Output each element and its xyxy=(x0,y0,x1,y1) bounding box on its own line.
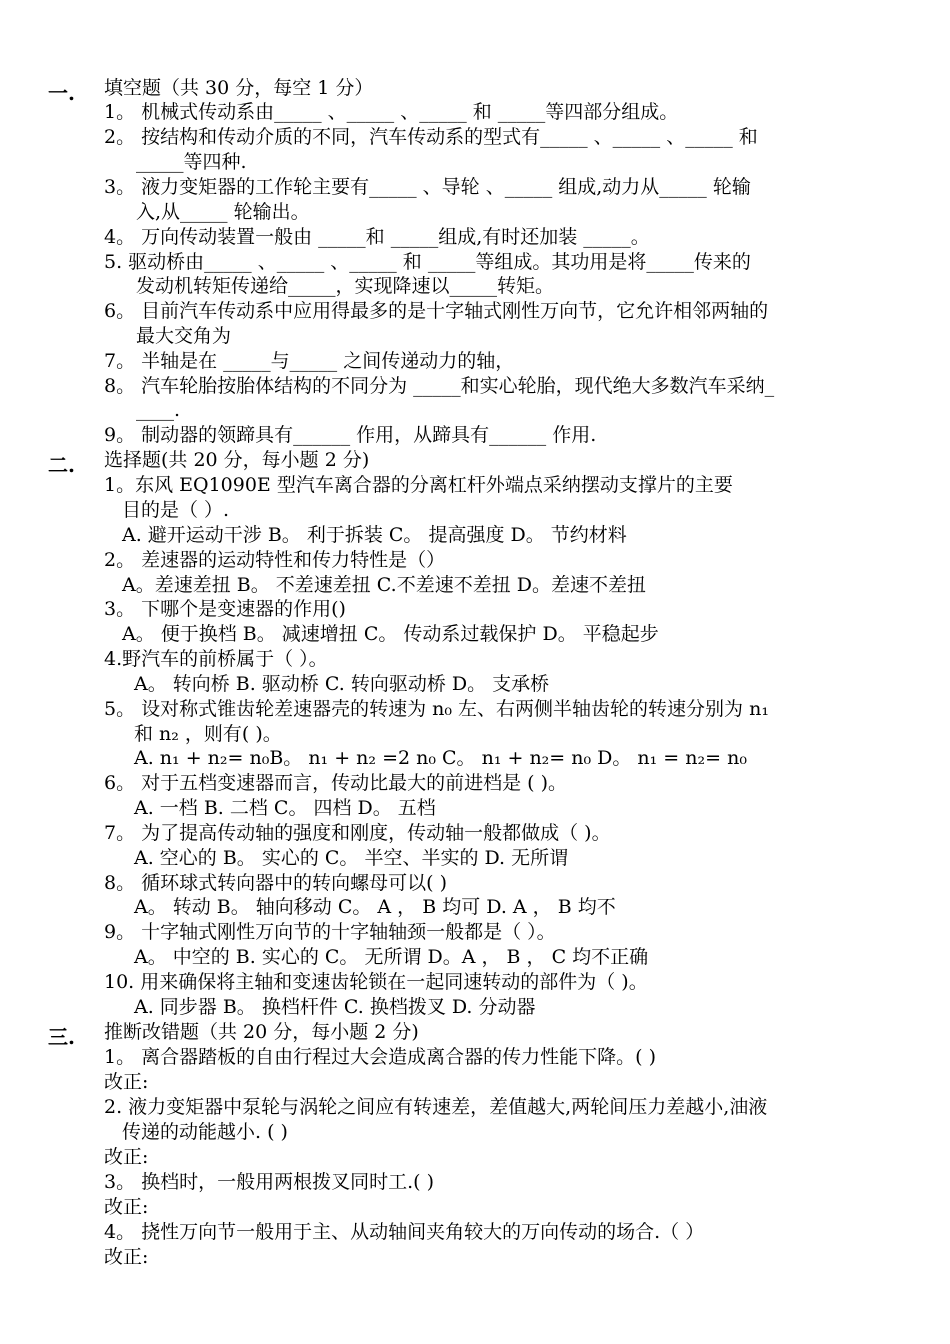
choice-q7-options: A. 空心的 B。 实心的 C。 半空、半实的 D. 无所谓 xyxy=(134,847,569,869)
choice-q5: 5。 设对称式锥齿轮差速器壳的转速为 n₀ 左、右两侧半轴齿轮的转速分别为 n₁ xyxy=(104,698,769,720)
choice-q4-options: A。 转向桥 B. 驱动桥 C. 转向驱动桥 D。 支承桥 xyxy=(134,673,550,695)
choice-q6-options: A. 一档 B. 二档 C。 四档 D。 五档 xyxy=(134,797,436,819)
fill-q6: 6。 目前汽车传动系中应用得最多的是十字轴式刚性万向节，它允许相邻两轴的 xyxy=(104,300,769,322)
choice-q10: 10. 用来确保将主轴和变速齿轮锁在一起同速转动的部件为（ )。 xyxy=(104,971,648,993)
fill-q3-cont: 入,从_____ 轮输出。 xyxy=(136,201,310,223)
choice-q9-options: A。 中空的 B. 实心的 C。 无所谓 D。A ， B ， C 均不正确 xyxy=(134,946,649,968)
choice-q2-options: A。差速差扭 B。 不差速差扭 C.不差速不差扭 D。差速不差扭 xyxy=(122,574,646,596)
judge-q3: 3。 换档时，一般用两根拨叉同时工.( ) xyxy=(104,1171,435,1193)
choice-q3: 3。 下哪个是变速器的作用() xyxy=(104,598,346,620)
fill-q6-cont: 最大交角为 xyxy=(136,325,232,347)
judge-q2: 2. 液力变矩器中泵轮与涡轮之间应有转速差，差值越大,两轮间压力差越小,油液 xyxy=(104,1096,768,1118)
choice-q7: 7。 为了提高传动轴的强度和刚度，传动轴一般都做成（ )。 xyxy=(104,822,611,844)
fill-q2-cont: _____等四种. xyxy=(136,151,247,173)
fill-q4: 4。 万向传动装置一般由 _____和 _____组成,有时还加装 _____。 xyxy=(104,226,650,248)
choice-q3-options: A。 便于换档 B。 减速增扭 C。 传动系过载保护 D。 平稳起步 xyxy=(122,623,659,645)
judge-q4-correction: 改正: xyxy=(104,1246,149,1268)
section-1-title: 填空题（共 30 分，每空 1 分） xyxy=(104,77,374,99)
choice-q8-options: A。 转动 B。 轴向移动 C。 A ， B 均可 D. A ， B 均不 xyxy=(134,896,616,918)
judge-q4: 4。 挠性万向节一般用于主、从动轴间夹角较大的万向传动的场合.（ ） xyxy=(104,1221,705,1243)
choice-q5-options: A. n₁ + n₂= n₀B。 n₁ + n₂ =2 n₀ C。 n₁ + n₂= n₀ D。 n₁ = n₂= n₀ xyxy=(134,747,747,769)
choice-q4: 4.野汽车的前桥属于（ ）。 xyxy=(104,648,328,670)
fill-q1: 1。 机械式传动系由_____ 、_____ 、_____ 和 _____等四部分组成。 xyxy=(104,101,679,123)
fill-q8-cont: ____. xyxy=(136,399,181,421)
choice-q10-options: A. 同步器 B。 换档杆件 C. 换档拨叉 D. 分动器 xyxy=(134,996,536,1018)
fill-q8: 8。 汽车轮胎按胎体结构的不同分为 _____和实心轮胎，现代绝大多数汽车采纳_ xyxy=(104,375,775,397)
choice-q8: 8。 循环球式转向器中的转向螺母可以( ) xyxy=(104,872,447,894)
judge-q1-correction: 改正: xyxy=(104,1071,149,1093)
fill-q2: 2。 按结构和传动介质的不同，汽车传动系的型式有_____ 、_____ 、_____ 和 xyxy=(104,126,758,148)
fill-q7: 7。 半轴是在 _____与_____ 之间传递动力的轴， xyxy=(104,350,515,372)
choice-q1-options: A. 避开运动干涉 B。 利于拆装 C。 提高强度 D。 节约材料 xyxy=(122,524,627,546)
choice-q9: 9。 十字轴式刚性万向节的十字轴轴颈一般都是（ ）。 xyxy=(104,921,556,943)
choice-q6: 6。 对于五档变速器而言，传动比最大的前进档是 ( )。 xyxy=(104,772,568,794)
section-3-title: 推断改错题（共 20 分，每小题 2 分) xyxy=(104,1021,419,1043)
choice-q1: 1。东风 EQ1090E 型汽车离合器的分离杠杆外端点采纳摆动支撑片的主要 xyxy=(104,474,733,496)
choice-q2: 2。 差速器的运动特性和传力特性是（） xyxy=(104,549,446,571)
choice-q5-cont: 和 n₂ ，则有( )。 xyxy=(134,723,282,745)
judge-q1: 1。 离合器踏板的自由行程过大会造成离合器的传力性能下降。( ) xyxy=(104,1046,656,1068)
fill-q5: 5. 驱动桥由_____ 、_____ 、_____ 和 _____等组成。其功用是将_____传来的 xyxy=(104,251,751,273)
fill-q3: 3。 液力变矩器的工作轮主要有_____ 、导轮 、_____ 组成,动力从_____ 轮输 xyxy=(104,176,751,198)
section-2-title: 选择题(共 20 分，每小题 2 分) xyxy=(104,449,370,471)
fill-q5-cont: 发动机转矩传递给_____，实现降速以_____转矩。 xyxy=(136,275,555,297)
section-2-number: 二. xyxy=(48,453,75,477)
section-3-number: 三. xyxy=(48,1025,75,1049)
judge-q2-correction: 改正: xyxy=(104,1146,149,1168)
judge-q2-cont: 传递的动能越小. ( ) xyxy=(122,1121,288,1143)
choice-q1-cont: 目的是（ ）. xyxy=(122,499,230,521)
section-1-number: 一. xyxy=(48,81,75,105)
fill-q9: 9。 制动器的领蹄具有______ 作用，从蹄具有______ 作用. xyxy=(104,424,597,446)
judge-q3-correction: 改正: xyxy=(104,1196,149,1218)
